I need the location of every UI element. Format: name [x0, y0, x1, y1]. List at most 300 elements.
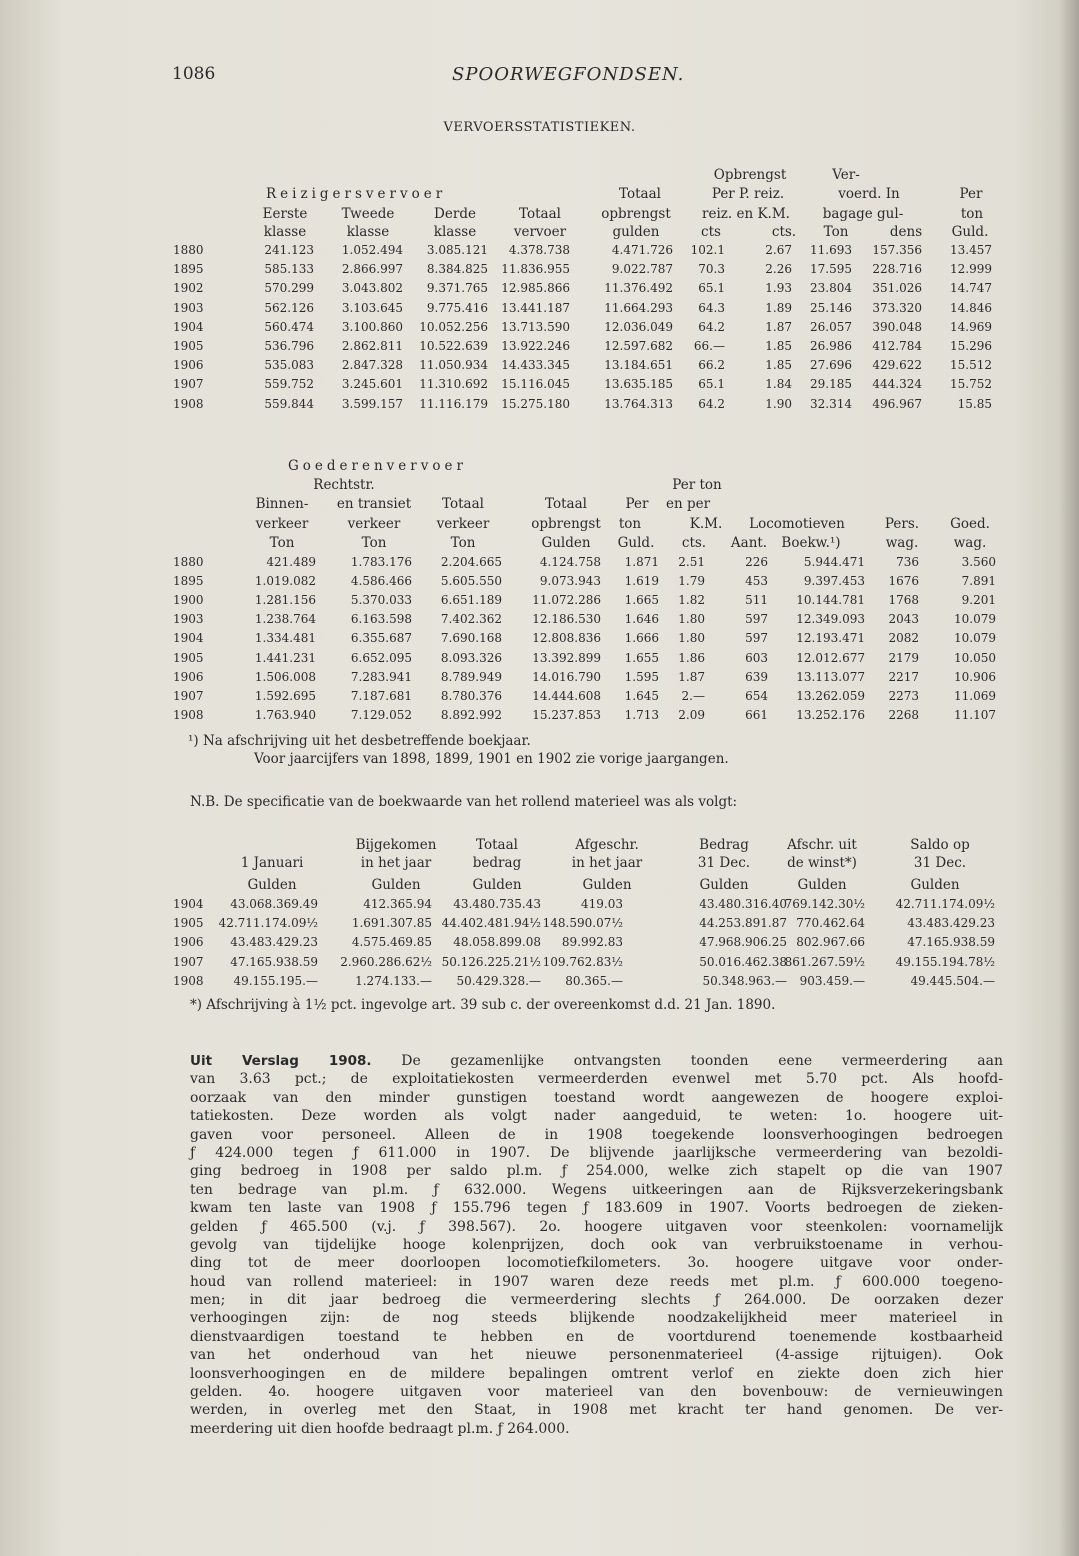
- footnote: Voor jaarcijfers van 1898, 1899, 1901 en 1902 zie vorige jaargangen.: [254, 751, 729, 767]
- table-cell: 2.204.665: [440, 555, 502, 569]
- table-cell: 7.690.168: [440, 631, 502, 646]
- table-cell: 3.245.601: [341, 377, 403, 392]
- table-cell: 1.763.940: [254, 707, 316, 722]
- report-line: ging bedroeg in 1908 per saldo pl.m. ƒ 254.000, welke zich stapelt op die van 1907: [190, 1163, 1003, 1180]
- table-cell: 1.645: [624, 688, 659, 703]
- footnote: *) Afschrijving à 1½ pct. ingevolge art. 39 sub c. der overeenkomst d.d. 21 Jan. 1890.: [190, 997, 776, 1013]
- table-cell: 65.1: [698, 281, 725, 296]
- table-cell: 2.—: [681, 688, 705, 703]
- header-cell: Rechtstr.: [313, 477, 375, 493]
- table-cell: 1.87: [765, 319, 792, 334]
- table-cell: 11.069: [954, 688, 996, 703]
- footnote: ¹) Na afschrijving uit het desbetreffende boekjaar.: [188, 733, 531, 749]
- header-cell: Bedrag: [699, 837, 749, 853]
- table-cell: 10.522.639: [419, 339, 488, 353]
- table-cell: 10.052.256: [419, 319, 488, 334]
- table-cell: 559.752: [264, 377, 314, 392]
- table-cell: 49.155.195.—: [233, 973, 318, 988]
- table-cell: 7.891: [961, 574, 996, 589]
- table-cell: 1.619: [624, 574, 659, 589]
- header-cell: Per: [625, 496, 649, 512]
- table-cell: 15.275.180: [501, 396, 570, 411]
- table-cell: 1.86: [678, 650, 705, 665]
- header-cell: voerd. In: [838, 186, 900, 202]
- header-cell: Totaal: [519, 206, 561, 222]
- table-cell: 89.992.83: [561, 935, 623, 950]
- table-cell: 12.597.682: [604, 339, 673, 353]
- table-cell: 2.51: [678, 555, 705, 569]
- table-cell: 1.90: [765, 396, 792, 411]
- table-cell: 10.079: [954, 631, 996, 646]
- table-cell: 585.133: [264, 262, 314, 277]
- table-cell: 11.072.286: [532, 593, 601, 608]
- row-year: 1904: [173, 631, 204, 646]
- table-cell: 8.780.376: [440, 688, 502, 703]
- row-year: 1904: [173, 319, 204, 334]
- header-cell: Afgeschr.: [575, 837, 639, 853]
- table-cell: 903.459.—: [799, 973, 865, 988]
- table-cell: 453: [745, 574, 768, 589]
- table-cell: 13.262.059: [796, 688, 865, 703]
- table-cell: 65.1: [698, 377, 725, 392]
- table-cell: 43.480.735.43: [453, 897, 541, 911]
- table-cell: 66.2: [698, 358, 725, 373]
- table-cell: 29.185: [810, 377, 852, 392]
- table-cell: 412.365.94: [363, 897, 432, 911]
- header-cell: in het jaar: [571, 855, 643, 871]
- table-cell: 13.252.176: [796, 707, 865, 722]
- header-cell: Opbrengst: [713, 167, 787, 183]
- header-cell: Ver-: [832, 167, 860, 183]
- header-cell: Guld.: [617, 535, 655, 551]
- table-cell: 13.392.899: [532, 650, 601, 665]
- table-cell: 1.80: [678, 612, 705, 627]
- row-year: 1908: [173, 707, 204, 722]
- table-cell: 50.126.225.21½: [441, 954, 541, 969]
- table-cell: 3.560: [961, 555, 996, 569]
- header-cell: Totaal: [619, 186, 661, 202]
- table-cell: 6.651.189: [440, 593, 502, 608]
- table-cell: 157.356: [872, 243, 922, 257]
- table-cell: 2.960.286.62½: [340, 954, 432, 969]
- report-line: gaven voor personeel. Alleen de in 1908 toegekende loonsverhoogingen bedroegen: [190, 1126, 1003, 1143]
- table-cell: 1.274.133.—: [355, 973, 432, 988]
- table-cell: 1.646: [624, 612, 659, 627]
- table-cell: 12.012.677: [796, 650, 865, 665]
- table-cell: 14.747: [950, 281, 992, 296]
- table-cell: 2217: [888, 669, 919, 684]
- row-year: 1906: [173, 669, 204, 684]
- header-cell: de winst*): [787, 855, 857, 871]
- header-cell: Boekw.¹): [781, 535, 841, 551]
- header-cell: vervoer: [513, 224, 567, 240]
- table-cell: 9.397.453: [803, 574, 865, 589]
- header-cell: Afschr. uit: [787, 837, 857, 853]
- header-cell: Ton: [823, 224, 849, 240]
- table-cell: 1.655: [624, 650, 659, 665]
- header-cell: Per P. reiz.: [711, 186, 785, 202]
- table-cell: 80.365.—: [565, 973, 623, 988]
- table-cell: 560.474: [264, 319, 314, 334]
- table-cell: 70.3: [698, 262, 725, 277]
- table-cell: 9.073.943: [539, 574, 601, 589]
- header-cell: cts: [701, 224, 721, 240]
- table-cell: 4.471.726: [611, 243, 673, 257]
- table-cell: 7.129.052: [350, 707, 412, 722]
- table-cell: 12.193.471: [796, 631, 865, 646]
- table-cell: 496.967: [872, 396, 922, 411]
- table-cell: 9.022.787: [611, 262, 673, 277]
- header-cell: 1 Januari: [240, 855, 304, 871]
- report-line: gevolg van tijdelijke hooge kolenprijzen, doch ook van verbruikstoename in verhou-: [190, 1236, 1003, 1253]
- table-cell: 1.052.494: [341, 243, 403, 257]
- table-cell: 1.85: [765, 339, 792, 353]
- report-line: verhoogingen zijn: de nog steeds blijkende noodzakelijkheid meer materieel in: [190, 1310, 1003, 1327]
- table-cell: 7.283.941: [350, 669, 412, 684]
- table-cell: 1.89: [765, 300, 792, 315]
- table-cell: 373.320: [872, 300, 922, 315]
- table-cell: 12.999: [950, 262, 992, 277]
- table-cell: 12.186.530: [532, 612, 601, 627]
- table-cell: 597: [745, 612, 768, 627]
- table-cell: 4.378.738: [508, 243, 570, 257]
- header-cell: in het jaar: [360, 855, 432, 871]
- row-year: 1907: [173, 688, 204, 703]
- table-cell: 2.67: [765, 243, 792, 257]
- table-cell: 2179: [888, 650, 919, 665]
- report-line: men; in dit jaar bedroeg die vermeerdering slechts ƒ 264.000. De oorzaken dezer: [190, 1292, 1003, 1309]
- table-cell: 17.595: [810, 262, 852, 277]
- table-cell: 14.846: [950, 300, 992, 315]
- header-cell: Ton: [269, 535, 295, 551]
- row-year: 1900: [173, 593, 204, 608]
- report-line: werden, in overleg met den Staat, in 1908 met kracht ter hand genomen. De ver-: [190, 1402, 1003, 1419]
- header-cell: Gulden: [247, 877, 297, 893]
- header-cell: en transiet: [336, 496, 412, 512]
- table-cell: 570.299: [264, 281, 314, 296]
- table-cell: 2043: [888, 612, 919, 627]
- table-cell: 13.441.187: [501, 300, 570, 315]
- table-cell: 13.184.651: [604, 358, 673, 373]
- row-year: 1895: [173, 574, 204, 589]
- report-line: van 3.63 pct.; de exploitatiekosten vermeerderden evenwel met 5.70 pct. Als hoofd-: [190, 1071, 1003, 1088]
- table-cell: 8.093.326: [440, 650, 502, 665]
- table-cell: 47.165.938.59: [230, 954, 318, 969]
- row-year: 1895: [173, 262, 204, 277]
- row-year: 1906: [173, 935, 204, 950]
- report-line: ten bedrage van pl.m. ƒ 632.000. Wegens uitkeeringen aan de Rijksverzekeringsbank: [190, 1181, 1003, 1198]
- report-line: kwam ten laste van 1908 ƒ 155.796 tegen ƒ 183.609 in 1907. Voorts bedroegen de zieken-: [190, 1200, 1003, 1217]
- header-cell: Eerste: [262, 206, 308, 222]
- page-number: 1086: [172, 64, 216, 84]
- table-cell: 12.349.093: [796, 612, 865, 627]
- header-cell: Totaal: [476, 837, 518, 853]
- table-cell: 42.711.174.09½: [895, 897, 995, 911]
- table-cell: 1.281.156: [254, 593, 316, 608]
- report-line: gelden ƒ 465.500 (v.j. ƒ 398.567). 2o. hoogere uitgaven voor steenkolen: voornamelijk: [190, 1218, 1003, 1235]
- header-cell: Locomotieven: [749, 516, 845, 532]
- row-year: 1880: [173, 555, 204, 569]
- table-cell: 1.93: [765, 281, 792, 296]
- table-cell: 11.693: [810, 243, 852, 257]
- table-cell: 6.355.687: [350, 631, 412, 646]
- row-year: 1905: [173, 916, 204, 931]
- table-cell: 13.922.246: [501, 339, 570, 353]
- header-cell: Tweede: [341, 206, 395, 222]
- table-cell: 11.116.179: [419, 396, 488, 411]
- header-cell: dens: [889, 224, 923, 240]
- table-cell: 597: [745, 631, 768, 646]
- table-cell: 43.483.429.23: [907, 916, 995, 931]
- table-cell: 8.789.949: [440, 669, 502, 684]
- table-cell: 25.146: [810, 300, 852, 315]
- running-title: SPOORWEGFONDSEN.: [452, 64, 685, 85]
- report-line: ƒ 424.000 tegen ƒ 611.000 in 1907. De blijvende jaarlijksche vermeerdering van bezoldi-: [190, 1144, 1003, 1161]
- row-year: 1903: [173, 300, 204, 315]
- nb-note: N.B. De specificatie van de boekwaarde van het rollend materieel was als volgt:: [190, 794, 738, 810]
- table-cell: 13.635.185: [604, 377, 673, 392]
- table-cell: 444.324: [872, 377, 922, 392]
- table-cell: 1768: [888, 593, 919, 608]
- table-cell: 9.775.416: [426, 300, 488, 315]
- table-cell: 12.808.836: [532, 631, 601, 646]
- header-cell: reiz. en K.M.: [702, 206, 790, 222]
- table-cell: 1.592.695: [254, 688, 316, 703]
- header-cell: Gulden: [910, 877, 960, 893]
- table-cell: 23.804: [810, 281, 852, 296]
- table-cell: 536.796: [264, 339, 314, 353]
- table-cell: 3.085.121: [426, 243, 488, 257]
- row-year: 1905: [173, 650, 204, 665]
- table-cell: 10.079: [954, 612, 996, 627]
- table-cell: 6.652.095: [350, 650, 412, 665]
- table-cell: 11.107: [954, 707, 996, 722]
- table-cell: 64.2: [698, 319, 725, 334]
- table-cell: 10.906: [954, 669, 996, 684]
- table-cell: 49.155.194.78½: [895, 954, 995, 969]
- row-year: 1908: [173, 396, 204, 411]
- table-cell: 32.314: [810, 396, 852, 411]
- table-cell: 4.124.758: [539, 555, 601, 569]
- header-cell: verkeer: [255, 516, 309, 532]
- row-year: 1906: [173, 358, 204, 373]
- table-cell: 2.26: [765, 262, 792, 277]
- table-cell: 43.068.369.49: [230, 897, 318, 911]
- table-cell: 1.713: [624, 707, 659, 722]
- table-cell: 15.85: [957, 396, 992, 411]
- table-cell: 861.267.59½: [784, 954, 865, 969]
- header-cell: Guld.: [951, 224, 989, 240]
- table-cell: 49.445.504.—: [910, 973, 995, 988]
- table-cell: 14.433.345: [501, 358, 570, 373]
- group-header-goederenvervoer: Goederenvervoer: [288, 458, 467, 474]
- table-cell: 13.457: [950, 243, 992, 257]
- table-cell: 1.85: [765, 358, 792, 373]
- table-cell: 6.163.598: [350, 612, 412, 627]
- table-cell: 736: [896, 555, 919, 569]
- table-cell: 9.371.765: [426, 281, 488, 296]
- header-cell: 31 Dec.: [913, 855, 967, 871]
- table-cell: 412.784: [872, 339, 922, 353]
- table-cell: 26.057: [810, 319, 852, 334]
- table-cell: 511: [745, 593, 768, 608]
- header-cell: ton: [618, 516, 642, 532]
- table-cell: 562.126: [264, 300, 314, 315]
- header-cell: Bijgekomen: [355, 837, 437, 853]
- row-year: 1903: [173, 612, 204, 627]
- table-cell: 47.968.906.25: [699, 935, 787, 950]
- report-first-line: Uit Verslag 1908. De gezamenlijke ontvangsten toonden eene vermeerdering aan: [190, 1053, 1003, 1069]
- report-line: dienstvaardigen toestand te hebben en de voortdurend toenemende kostbaarheid: [190, 1328, 1003, 1345]
- header-cell: Gulden: [541, 535, 591, 551]
- table-cell: 12.036.049: [604, 319, 673, 334]
- header-cell: en per: [665, 496, 711, 512]
- table-cell: 639: [745, 669, 768, 684]
- header-cell: bagage gul-: [822, 206, 904, 222]
- table-cell: 12.985.866: [501, 281, 570, 296]
- table-cell: 1.783.176: [350, 555, 412, 569]
- table-cell: 228.716: [872, 262, 922, 277]
- table-cell: 1.82: [678, 593, 705, 608]
- header-cell: Ton: [450, 535, 476, 551]
- header-cell: 31 Dec.: [697, 855, 751, 871]
- report-line: houd van rollend materieel: in 1907 waren deze reeds met pl.m. ƒ 600.000 toegeno-: [190, 1273, 1003, 1290]
- table-cell: 559.844: [264, 396, 314, 411]
- table-cell: 661: [745, 707, 768, 722]
- table-cell: 5.605.550: [440, 574, 502, 589]
- table-cell: 102.1: [690, 243, 725, 257]
- header-cell: wag.: [953, 535, 987, 551]
- row-year: 1905: [173, 339, 204, 353]
- table-cell: 1676: [888, 574, 919, 589]
- table-cell: 4.586.466: [350, 574, 412, 589]
- table-cell: 8.384.825: [426, 262, 488, 277]
- table-cell: 14.969: [950, 319, 992, 334]
- table-cell: 15.512: [950, 358, 992, 373]
- header-cell: verkeer: [347, 516, 401, 532]
- header-cell: Pers.: [884, 516, 920, 532]
- table-cell: 9.201: [961, 593, 996, 608]
- row-year: 1907: [173, 377, 204, 392]
- table-cell: 7.402.362: [440, 612, 502, 627]
- table-cell: 11.836.955: [501, 262, 570, 277]
- table-cell: 27.696: [810, 358, 852, 373]
- table-cell: 226: [745, 555, 768, 569]
- table-cell: 1.665: [624, 593, 659, 608]
- table-cell: 3.100.860: [341, 319, 403, 334]
- report-line: tatiekosten. Deze worden als volgt nader aangeduid, te weten: 1o. hoogere uit-: [190, 1108, 1003, 1125]
- table-cell: 2268: [888, 707, 919, 722]
- table-cell: 13.113.077: [796, 669, 865, 684]
- header-cell: bedrag: [472, 855, 522, 871]
- table-cell: 3.103.645: [341, 300, 403, 315]
- table-cell: 10.144.781: [796, 593, 865, 608]
- header-cell: Totaal: [545, 496, 587, 512]
- header-cell: verkeer: [436, 516, 490, 532]
- table-cell: 66.—: [693, 339, 725, 353]
- table-cell: 50.016.462.38: [699, 954, 787, 969]
- table-cell: 50.429.328.—: [456, 973, 541, 988]
- table-cell: 351.026: [872, 281, 922, 296]
- table-cell: 1.84: [765, 377, 792, 392]
- header-cell: Gulden: [582, 877, 632, 893]
- table-cell: 603: [745, 650, 768, 665]
- section-title: VERVOERSSTATISTIEKEN.: [443, 120, 636, 135]
- table-cell: 15.116.045: [501, 377, 570, 392]
- table-cell: 1.595: [624, 669, 659, 684]
- table-cell: 2.862.811: [341, 339, 403, 353]
- header-cell: Gulden: [472, 877, 522, 893]
- report-line: gelden. 4o. hoogere uitgaven voor materieel van den bovenbouw: de vernieuwingen: [190, 1384, 1003, 1401]
- table-cell: 1.238.764: [254, 612, 316, 627]
- table-cell: 241.123: [264, 243, 314, 257]
- table-cell: 3.599.157: [341, 396, 403, 411]
- table-cell: 1.019.082: [254, 574, 316, 589]
- table-cell: 802.967.66: [796, 935, 865, 950]
- table-cell: 43.480.316.40: [699, 897, 787, 911]
- report-lead: Uit Verslag 1908.: [190, 1053, 372, 1069]
- report-line: meerdering uit dien hoofde bedraagt pl.m. ƒ 264.000.: [190, 1420, 570, 1437]
- table-cell: 43.483.429.23: [230, 935, 318, 950]
- table-cell: 14.444.608: [532, 688, 601, 703]
- header-cell: Gulden: [699, 877, 749, 893]
- table-cell: 109.762.83½: [542, 954, 623, 969]
- row-year: 1904: [173, 897, 204, 911]
- report-paragraph: [190, 1052, 1003, 1438]
- table-cell: 44.253.891.87: [699, 916, 787, 931]
- report-line: loonsverhoogingen en de mildere bepalingen omtrent verlof en ziekte doen zich hier: [190, 1365, 1003, 1382]
- table-cell: 8.892.992: [440, 707, 502, 722]
- header-cell: cts.: [771, 224, 797, 240]
- header-cell: Derde: [434, 206, 476, 222]
- header-cell: ton: [960, 206, 984, 222]
- table-cell: 10.050: [954, 650, 996, 665]
- table-cell: 11.050.934: [419, 358, 488, 373]
- header-cell: gulden: [612, 224, 660, 240]
- report-line: oorzaak van den minder gunstigen toestand wordt aangewezen de hoogere exploi-: [190, 1089, 1003, 1106]
- table-cell: 1.506.008: [254, 669, 316, 684]
- table-cell: 769.142.30½: [784, 897, 865, 911]
- row-year: 1902: [173, 281, 204, 296]
- table-cell: 64.3: [698, 300, 725, 315]
- table-cell: 419.03: [581, 897, 623, 911]
- table-cell: 770.462.64: [796, 916, 865, 931]
- table-cell: 2.09: [678, 707, 705, 722]
- table-cell: 44.402.481.94½: [441, 916, 541, 931]
- table-cell: 48.058.899.08: [453, 935, 541, 950]
- table-cell: 7.187.681: [350, 688, 412, 703]
- row-year: 1908: [173, 973, 204, 988]
- header-cell: Per ton: [672, 477, 722, 493]
- header-cell: K.M.: [689, 516, 723, 532]
- header-cell: Per: [959, 186, 983, 202]
- table-cell: 14.016.790: [532, 669, 601, 684]
- table-cell: 3.043.802: [341, 281, 403, 296]
- table-cell: 15.296: [950, 339, 992, 353]
- header-cell: wag.: [885, 535, 919, 551]
- header-cell: Gulden: [797, 877, 847, 893]
- table-cell: 5.944.471: [803, 555, 865, 569]
- table-cell: 148.590.07½: [542, 916, 623, 931]
- row-year: 1907: [173, 954, 204, 969]
- group-header-reizigersvervoer: Reizigersvervoer: [266, 186, 447, 202]
- table-cell: 11.376.492: [604, 281, 673, 296]
- table-cell: 429.622: [872, 358, 922, 373]
- header-cell: Goed.: [950, 516, 990, 532]
- table-cell: 1.87: [678, 669, 705, 684]
- row-year: 1880: [173, 243, 204, 257]
- table-cell: 2273: [888, 688, 919, 703]
